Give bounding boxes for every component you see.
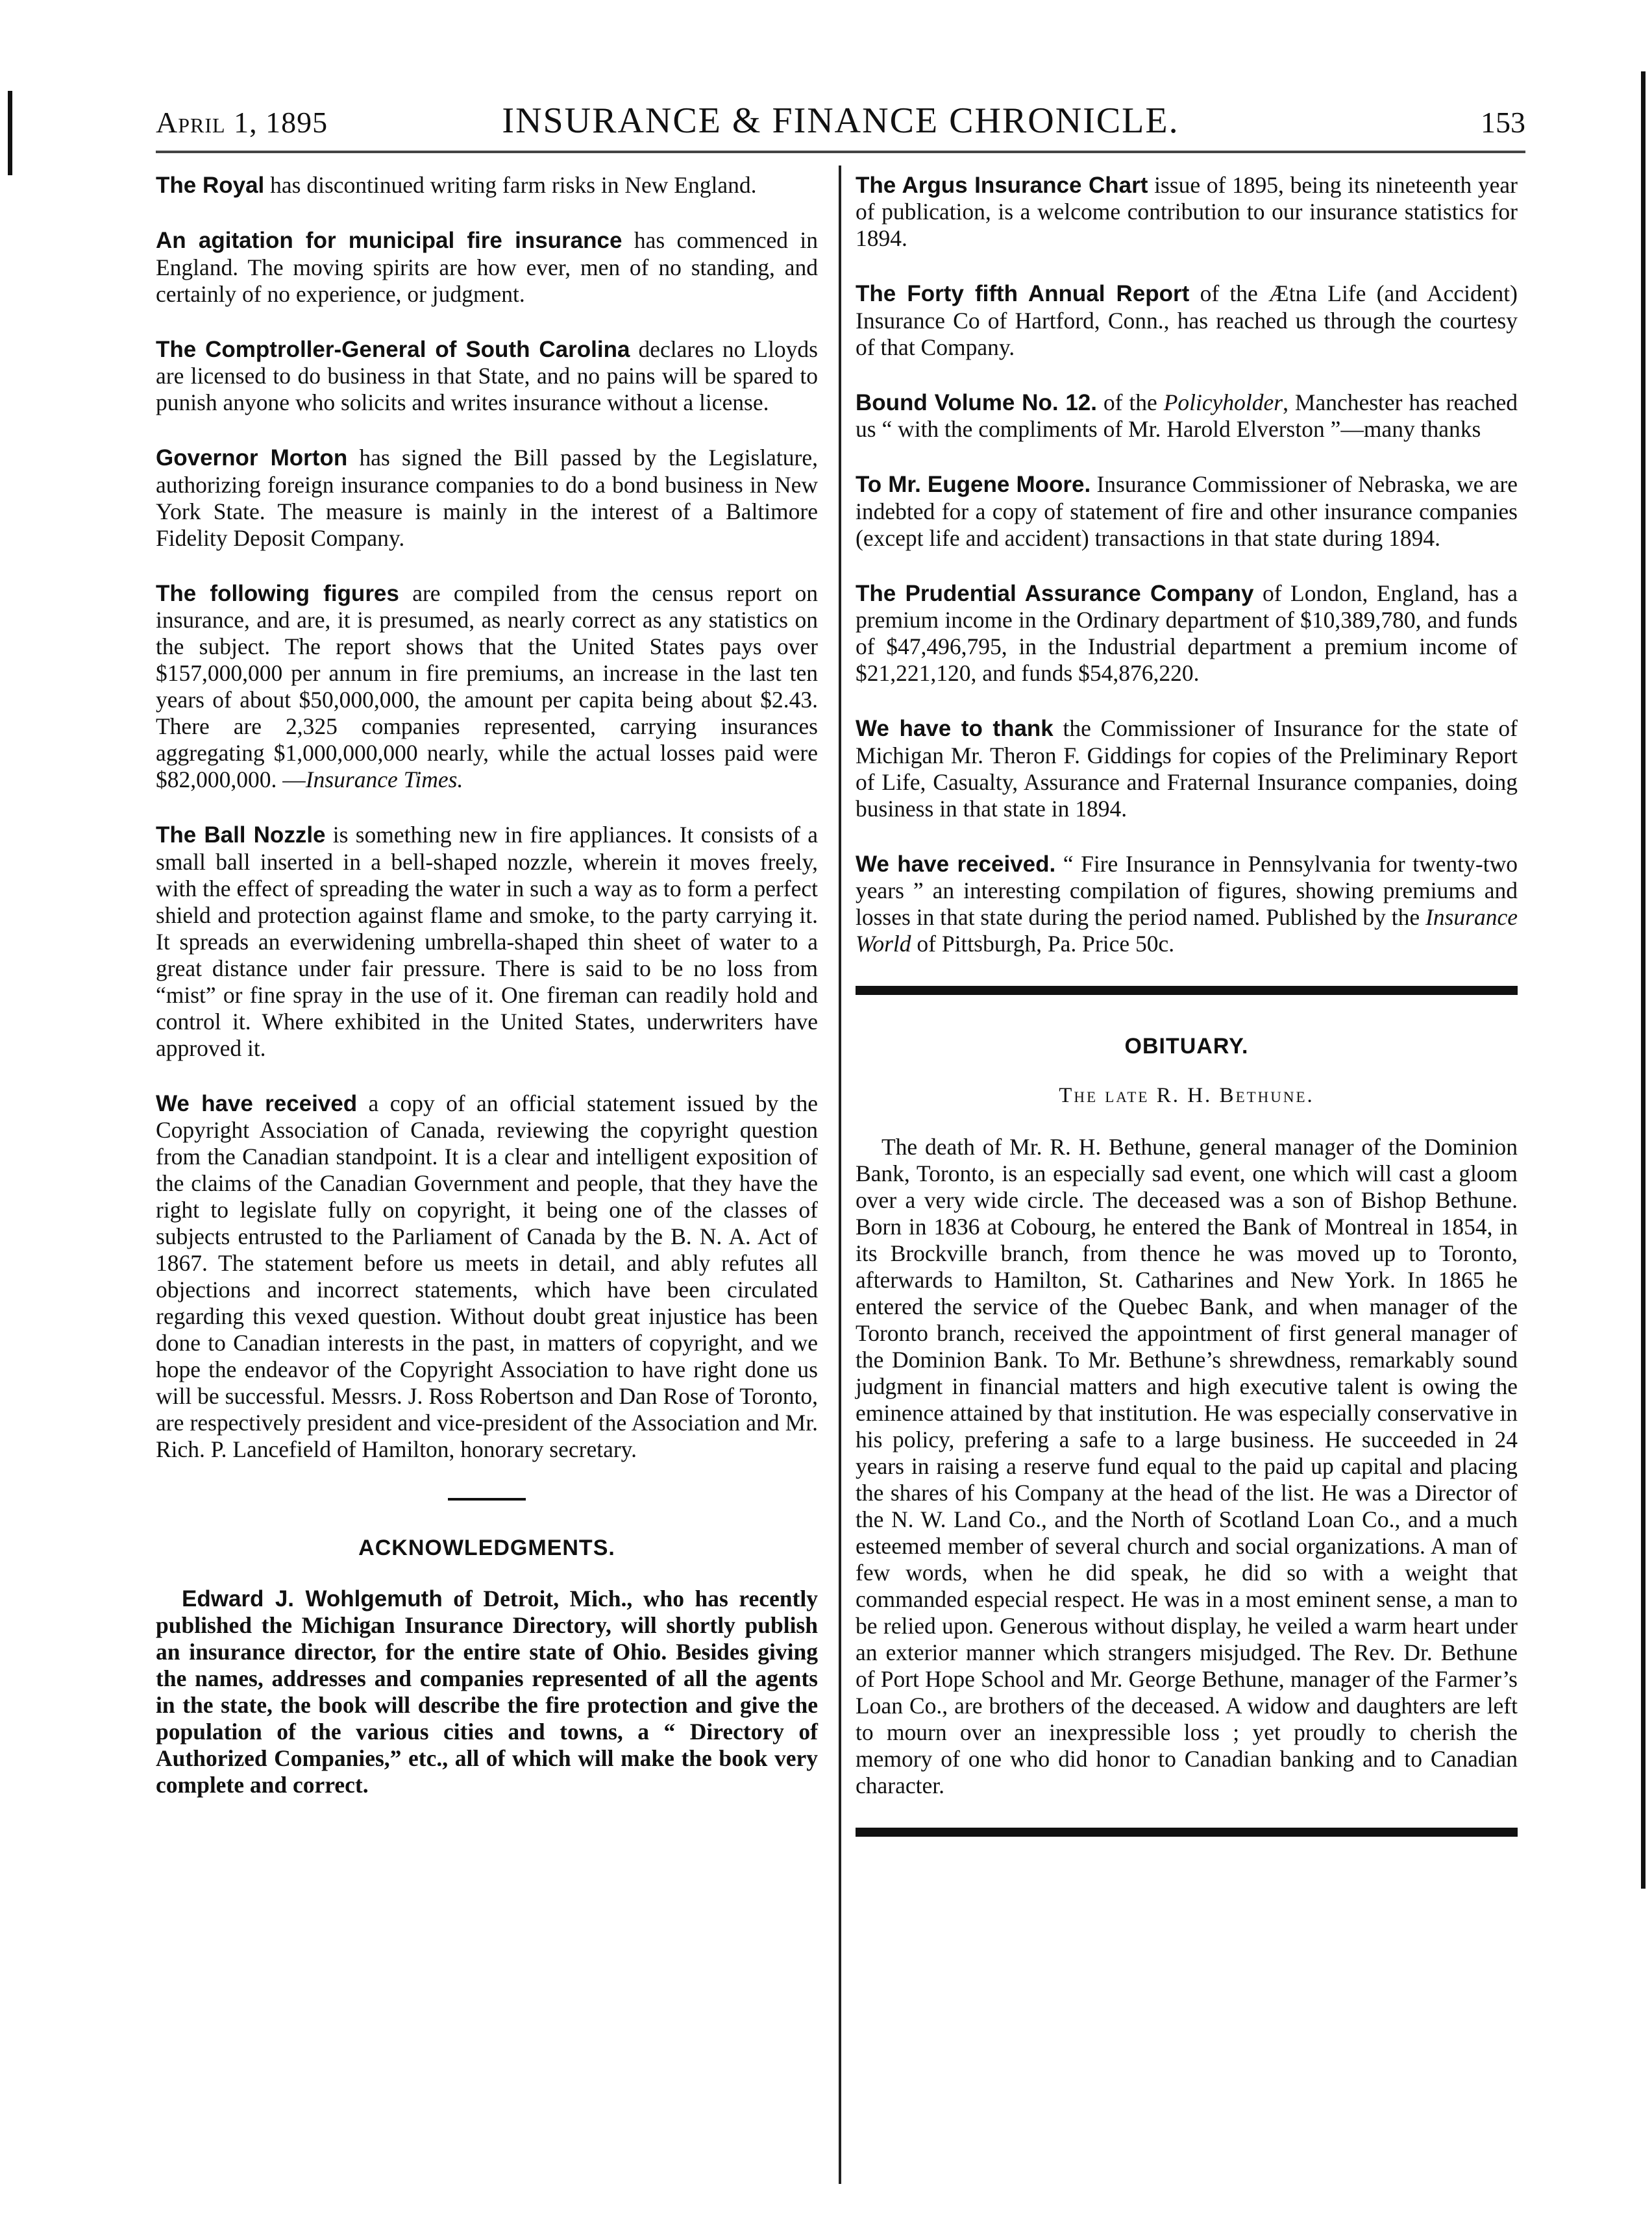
header-page-number: 153 <box>1481 106 1525 139</box>
obituary-rule-top <box>856 986 1518 995</box>
obituary-rule-bottom <box>856 1828 1518 1837</box>
paragraph-lead: Edward J. Wohlgemuth <box>182 1586 443 1612</box>
paragraph-aetna-report <box>856 280 1518 360</box>
section-rule <box>448 1498 526 1501</box>
paragraph-text: of the <box>1096 389 1164 415</box>
margin-rule-right <box>1641 71 1646 1889</box>
paragraph-prudential <box>856 580 1518 687</box>
paragraph-text: are compiled from the census report on insurance, and are, it is presumed, as nearly correct as any statistics on the subject. The report shows that the United States pays over $157,000,000 per annum in fire premiums, an increase in the last ten years of about $50,000,000, the amount per capita being about $2.43. There are 2,325 companies represented, carrying insurances aggregating $1,000,000,000 nearly, while the actual losses paid were $82,000,000. — <box>156 580 818 793</box>
paragraph-text: has commenced in England. The moving spirits are how ever, men of no standing, and certainly of no experience, or judgment. <box>156 227 818 307</box>
header-title: INSURANCE & FINANCE CHRONICLE. <box>502 101 1179 141</box>
left-column <box>156 172 818 1827</box>
paragraph-lead: An agitation for municipal fire insurance <box>156 228 623 254</box>
paragraph-lead: The Argus Insurance Chart <box>856 173 1148 198</box>
paragraph-copyright <box>156 1090 818 1463</box>
paragraph-text-continued: , Manchester has reached us “ with the compliments of Mr. Harold Elverston ”—many thanks <box>856 389 1518 443</box>
paragraph-lead: Bound Volume No. 12. <box>856 389 1097 415</box>
paragraph-lead: We have received <box>156 1090 358 1116</box>
column-divider <box>839 166 841 2184</box>
paragraph-lead: We have to thank <box>856 716 1054 742</box>
paragraph-text: The death of Mr. R. H. Bethune, general manager of the Dominion Bank, Toronto, is an especially sad event, one which will cast a gloom over a very wide circle. The deceased was a son of Bishop Bethune. Born in 1836 at Cobourg, he entered the Bank of Montreal in 1854, in its Brockville branch, from thence he was moved up to Toronto, afterwards to Hamilton, St. Catharines and New York. In 1865 he entered the service of the Quebec Bank, and when manager of the Toronto branch, received the appointment of first general manager of the Dominion Bank. To Mr. Bethune’s shrewdness, remarkably sound judgment in financial matters and high executive talent is owing the eminence attained by that institution. He was especially conservative in his policy, prefering a safe to a large business. He succeeded in 24 years in raising a reserve fund equal to the paid up capital and placing the shares of his Company at the head of the list. He was a Director of the N. W. Land Co., and the North of Scotland Loan Co., and a much esteemed member of several church and social organizations. A man of few words, when he did speak, he did so with a weight that commanded especial respect. He was in a most eminent sense, a man to be relied upon. Generous without display, he veiled a warm heart under an exterior manner which strangers misjudged. The Rev. Dr. Bethune of Port Hope School and Mr. George Bethune, manager of the Farmer’s Loan Co., are brothers of the deceased. A widow and daughters are left to mourn over an inexpressible loss ; yet proudly to cherish the memory of one who did honor to Canadian banking and to Canadian character. <box>856 1133 1518 1798</box>
paragraph-lead: The Comptroller-General of South Carolina <box>156 336 630 362</box>
paragraph-text: of London, England, has a premium income in the Ordinary department of $10,389,780, and funds of $47,496,795, in the Industrial department a premium income of $21,221,120, and funds $54,876,220. <box>856 580 1518 687</box>
paragraph-text: “ Fire Insurance in Pennsylvania for twenty-two years ” an interesting compilation of figures, showing premiums and losses in that state during the period named. Published by the <box>856 850 1518 930</box>
paragraph-text: is something new in fire appliances. It consists of a small ball inserted in a bell-shaped nozzle, wherein it moves freely, with the effect of spreading the water in such a way as to form a perfect shield and protection against flame and smoke, to the party carrying it. It spreads an everwidening umbrella-shaped thin sheet of water to a great distance under fair pressure. There is said to be no loss from “mist” or fine spray in the use of it. One fireman can readily hold and control it. Where exhibited in the United States, underwriters have approved it. <box>156 822 818 1061</box>
paragraph-text: of Detroit, Mich., who has recently published the Michigan Insurance Directory, will shortly publish an insurance director, for the entire state of Ohio. Besides giving the names, addresses and companies represented of all the agents in the state, the book will describe the fire protection and give the population of the various cities and towns, a “ Directory of Authorized Companies,” etc., all of which will make the book very complete and correct. <box>156 1585 818 1798</box>
paragraph-lead: The Royal <box>156 173 265 198</box>
paragraph-text: has discontinued writing farm risks in New England. <box>264 172 757 198</box>
paragraph-text: a copy of an official statement issued by the Copyright Association of Canada, reviewing the copyright question from the Canadian standpoint. It is a clear and intelligent exposition of the claims of the Canadian Government and people, that they have the right to legislate fully on copyright, it being one of the classes of subjects entrusted to the Parliament of Canada by the B. N. A. Act of 1867. The statement before us meets in detail, and ably refutes all objections and incorrect statements, which have been circulated regarding this vexed question. Without doubt great injustice has been done to Canadian interests in the past, in matters of copyright, and we hope the endeavor of the Copyright Association to have right done us will be successful. Messrs. J. Ross Robertson and Dan Rose of Toronto, are respectively president and vice-president of the Association and Mr. Rich. P. Lancefield of Hamilton, honorary secretary. <box>156 1090 818 1462</box>
paragraph-lead: The Prudential Assurance Company <box>856 580 1254 606</box>
paragraph-lead: We have received. <box>856 851 1056 877</box>
header-rule <box>156 151 1525 153</box>
paragraph-eugene-moore <box>856 471 1518 551</box>
paragraph-lead: The Forty fifth Annual Report <box>856 281 1190 307</box>
paragraph-royal <box>156 172 818 199</box>
obituary-heading: OBITUARY. <box>1124 1033 1249 1059</box>
paragraph-pennsylvania <box>856 851 1518 957</box>
paragraph-italic: Policyholder <box>1163 389 1283 415</box>
paragraph-bound-volume <box>856 389 1518 443</box>
paragraph-italic: Insurance World <box>856 903 1518 957</box>
paragraph-text: Insurance Commissioner of Nebraska, we are indebted for a copy of statement of fire and other insurance companies (except life and accident) transactions in that state during 1894. <box>856 471 1518 551</box>
obituary-subheading: The late R. H. Bethune. <box>1059 1083 1314 1107</box>
right-column <box>856 172 1518 1876</box>
paragraph-lead: The following figures <box>156 580 399 606</box>
paragraph-wohlgemuth <box>156 1586 818 1798</box>
paragraph-source: Insurance Times. <box>305 766 463 793</box>
paragraph-michigan-thanks <box>856 715 1518 822</box>
paragraph-argus-chart <box>856 172 1518 252</box>
paragraph-text: the Commissioner of Insurance for the state of Michigan Mr. Theron F. Giddings for copies of the Preliminary Report of Life, Casualty, Assurance and Fraternal Insurance companies, doing business in that state in 1894. <box>856 715 1518 822</box>
paragraph-text: declares no Lloyds are licensed to do business in that State, and no pains will be spared to punish anyone who solicits and writes insurance without a license. <box>156 336 818 416</box>
paragraph-text: of the Ætna Life (and Accident) Insurance Co of Hartford, Conn., has reached us through the courtesy of that Company. <box>856 280 1518 360</box>
paragraph-text-continued: of Pittsburgh, Pa. Price 50c. <box>911 930 1175 957</box>
paragraph-obituary <box>856 1134 1518 1799</box>
paragraph-text: has signed the Bill passed by the Legislature, authorizing foreign insurance companies to do a bond business in New York State. The measure is mainly in the interest of a Baltimore Fidelity Deposit Company. <box>156 445 819 551</box>
paragraph-ball-nozzle <box>156 822 818 1061</box>
paragraph-lead: Governor Morton <box>156 445 348 471</box>
acknowledgments-heading: ACKNOWLEDGMENTS. <box>358 1535 615 1560</box>
paragraph-text: issue of 1895, being its nineteenth year of publication, is a welcome contribution to our insurance statistics for 1894. <box>856 172 1518 252</box>
page-header <box>156 97 1525 149</box>
header-date: April 1, 1895 <box>156 106 328 139</box>
paragraph-lead: To Mr. Eugene Moore. <box>856 472 1091 498</box>
paragraph-municipal-fire <box>156 227 818 307</box>
paragraph-lead: The Ball Nozzle <box>156 822 326 848</box>
margin-rule-left <box>8 91 12 175</box>
paragraph-governor-morton <box>156 445 818 551</box>
paragraph-comptroller <box>156 336 818 416</box>
paragraph-census-figures <box>156 580 818 793</box>
